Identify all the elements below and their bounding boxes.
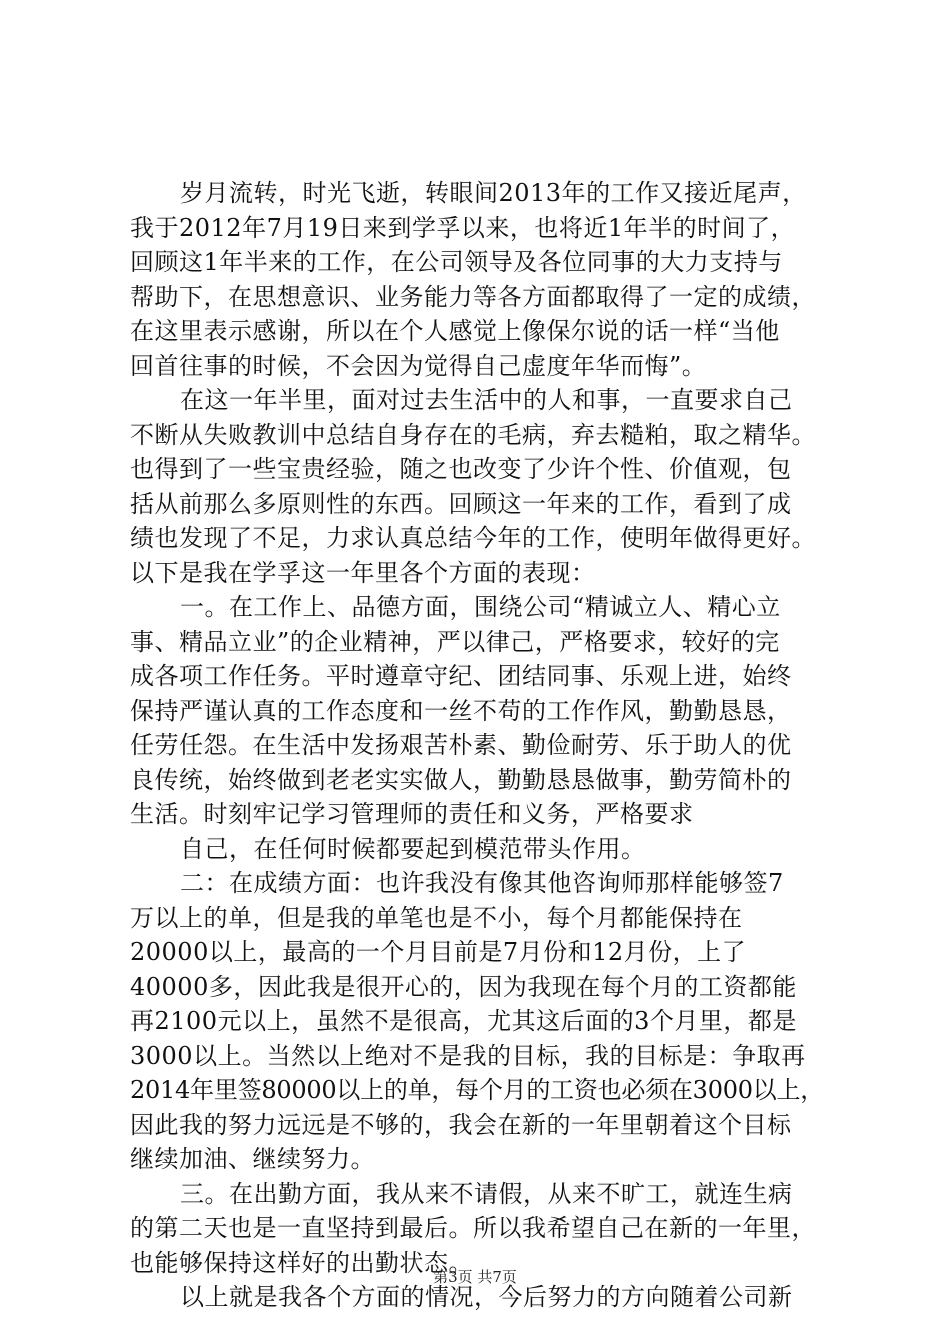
text-line: 绩也发现了不足，力求认真总结今年的工作，使明年做得更好。 — [130, 524, 816, 552]
text-line: 回顾这1年半来的工作，在公司领导及各位同事的大力支持与 — [130, 248, 783, 276]
text-line: 的第二天也是一直坚持到最后。所以我希望自己在新的一年里， — [130, 1214, 816, 1242]
text-line: 帮助下，在思想意识、业务能力等各方面都取得了一定的成绩， — [130, 282, 816, 311]
text-line: 在这里表示感谢，所以在个人感觉上像保尔说的话一样“当他 — [130, 317, 780, 345]
text-line: 保持严谨认真的工作态度和一丝不苟的工作作风，勤勤恳恳， — [130, 696, 792, 725]
page-footer: 第3页 共7页 — [433, 1268, 517, 1286]
text-line: 不断从失败教训中总结自身存在的毛病，弃去糙粕，取之精华。 — [130, 420, 816, 449]
text-line: 以下是我在学孚这一年里各个方面的表现： — [130, 558, 596, 587]
text-line: 二：在成绩方面：也许我没有像其他咨询师那样能够签7 — [180, 869, 784, 897]
text-line: 也能够保持这样好的出勤状态。 — [130, 1248, 473, 1277]
text-line: 一。在工作上、品德方面，围绕公司“精诚立人、精心立 — [180, 593, 781, 621]
text-line: 任劳任怨。在生活中发扬艰苦朴素、勤俭耐劳、乐于助人的优 — [130, 731, 792, 759]
text-line: 再2100元以上，虽然不是很高，尤其这后面的3个月里，都是 — [130, 1007, 797, 1035]
text-line: 以上就是我各个方面的情况，今后努力的方向随着公司新 — [180, 1283, 793, 1311]
document-body — [130, 176, 830, 1315]
text-line: 因此我的努力远远是不够的，我会在新的一年里朝着这个目标 — [130, 1110, 792, 1139]
text-line: 生活。时刻牢记学习管理师的责任和义务，严格要求 — [130, 800, 694, 828]
text-line: 我于2012年7月19日来到学孚以来，也将近1年半的时间了， — [130, 213, 796, 242]
text-line: 40000多，因此我是很开心的，因为我现在每个月的工资都能 — [130, 972, 797, 1001]
text-line: 成各项工作任务。平时遵章守纪、团结同事、乐观上进，始终 — [130, 662, 792, 690]
text-line: 回首往事的时候，不会因为觉得自己虚度年华而悔”。 — [130, 351, 707, 380]
text-line: 良传统，始终做到老老实实做人，勤勤恳恳做事，勤劳简朴的 — [130, 765, 792, 794]
text-line: 岁月流转，时光飞逝，转眼间2013年的工作又接近尾声， — [180, 179, 807, 207]
text-line: 万以上的单，但是我的单笔也是不小，每个月都能保持在 — [130, 903, 743, 932]
text-line: 20000以上，最高的一个月目前是7月份和12月份，上了 — [130, 938, 747, 966]
text-line: 三。在出勤方面，我从来不请假，从来不旷工，就连生病 — [180, 1179, 793, 1208]
text-line: 继续加油、继续努力。 — [130, 1145, 375, 1173]
text-line: 2014年里签80000以上的单，每个月的工资也必须在3000以上， — [130, 1076, 825, 1104]
text-line: 括从前那么多原则性的东西。回顾这一年来的工作，看到了成 — [130, 489, 792, 518]
text-line: 在这一年半里，面对过去生活中的人和事，一直要求自己 — [180, 386, 793, 414]
text-line: 自己，在任何时候都要起到模范带头作用。 — [180, 834, 646, 863]
text-line: 也得到了一些宝贵经验，随之也改变了少许个性、价值观，包 — [130, 455, 792, 483]
text-line: 3000以上。当然以上绝对不是我的目标，我的目标是：争取再 — [130, 1041, 806, 1070]
text-line: 事、精品立业”的企业精神，严以律己，严格要求，较好的完 — [130, 627, 780, 656]
